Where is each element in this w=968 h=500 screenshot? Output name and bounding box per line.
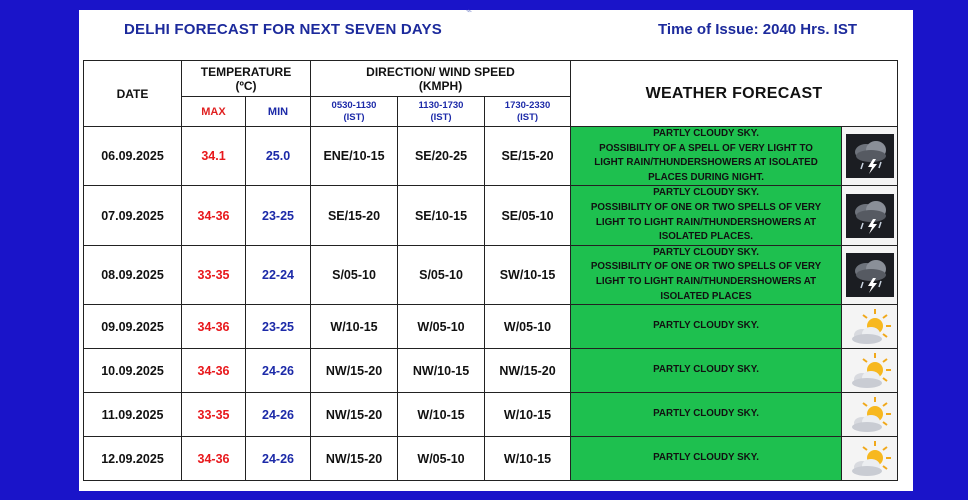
max-temp-cell: 34-36 <box>182 186 246 245</box>
forecast-cell <box>571 393 842 437</box>
forecast-table <box>83 60 898 481</box>
forecast-line: ISOLATED PLACES <box>660 290 752 302</box>
partly-cloudy-icon <box>846 307 894 347</box>
min-temp-cell: 25.0 <box>246 127 311 186</box>
forecast-line: PARTLY CLOUDY SKY. <box>653 187 759 199</box>
min-temp-cell: 24-26 <box>246 349 311 393</box>
header-date: DATE <box>84 61 182 127</box>
header-temperature-label: TEMPERATURE <box>200 64 292 79</box>
wind-slot-2-cell: NW/10-15 <box>398 349 485 393</box>
wind-slot-1-cell: NW/15-20 <box>311 437 398 481</box>
forecast-line: PARTLY CLOUDY SKY. <box>653 364 759 376</box>
weather-icon-cell <box>842 245 898 304</box>
weather-icon-cell <box>842 393 898 437</box>
header-temperature <box>182 61 311 97</box>
date-cell: 11.09.2025 <box>84 393 182 437</box>
thunderstorm-icon <box>846 253 894 297</box>
wind-slot-1-cell: NW/15-20 <box>311 349 398 393</box>
max-temp-cell: 34.1 <box>182 127 246 186</box>
max-temp-cell: 34-36 <box>182 349 246 393</box>
partly-cloudy-icon <box>846 439 894 479</box>
wind-slot-1-cell: W/10-15 <box>311 305 398 349</box>
wind-slot-3-cell: W/05-10 <box>485 305 571 349</box>
max-temp-cell: 33-35 <box>182 393 246 437</box>
forecast-line: PARTLY CLOUDY SKY. <box>653 320 759 332</box>
wind-slot-1-cell: SE/15-20 <box>311 186 398 245</box>
wind-slot-3-cell: SW/10-15 <box>485 245 571 304</box>
header-wind-label: DIRECTION/ WIND SPEED <box>366 64 515 79</box>
thunderstorm-icon <box>846 194 894 238</box>
header-min: MIN <box>246 97 311 127</box>
wind-slot-1-cell: NW/15-20 <box>311 393 398 437</box>
weather-icon-cell <box>842 127 898 186</box>
wind-slot-1-cell: ENE/10-15 <box>311 127 398 186</box>
watermark-icon: ⌁ <box>466 6 473 17</box>
forecast-cell <box>571 349 842 393</box>
forecast-line: PARTLY CLOUDY SKY. <box>653 128 759 139</box>
weather-icon-cell <box>842 186 898 245</box>
date-cell: 08.09.2025 <box>84 245 182 304</box>
wind-slot-1-cell: S/05-10 <box>311 245 398 304</box>
weather-icon-cell <box>842 349 898 393</box>
wind-slot-3-cell: W/10-15 <box>485 437 571 481</box>
forecast-cell <box>571 305 842 349</box>
max-temp-cell: 33-35 <box>182 245 246 304</box>
weather-icon-cell <box>842 437 898 481</box>
wind-slot-2-cell: SE/10-15 <box>398 186 485 245</box>
forecast-line: LIGHT RAIN/THUNDERSHOWERS AT ISOLATED <box>594 157 818 169</box>
forecast-line: LIGHT TO LIGHT RAIN/THUNDERSHOWERS AT <box>595 275 817 287</box>
table-row <box>84 305 898 349</box>
header-slot-3 <box>485 97 571 127</box>
forecast-line: POSSIBILITY OF ONE OR TWO SPELLS OF VERY <box>590 261 822 273</box>
min-temp-cell: 23-25 <box>246 305 311 349</box>
table-row <box>84 186 898 245</box>
header-wind-unit: (KMPH) <box>418 78 463 93</box>
forecast-line: LIGHT TO LIGHT RAIN/THUNDERSHOWERS AT <box>595 216 817 228</box>
wind-slot-3-cell: SE/15-20 <box>485 127 571 186</box>
header-temperature-unit: (ºC) <box>235 78 257 93</box>
min-temp-cell: 22-24 <box>246 245 311 304</box>
forecast-line: PARTLY CLOUDY SKY. <box>653 246 759 258</box>
max-temp-cell: 34-36 <box>182 305 246 349</box>
forecast-line: POSSIBILITY OF A SPELL OF VERY LIGHT TO <box>599 142 813 154</box>
wind-slot-2-cell: W/05-10 <box>398 305 485 349</box>
slot-2-ist: (IST) <box>430 111 452 123</box>
min-temp-cell: 23-25 <box>246 186 311 245</box>
date-cell: 06.09.2025 <box>84 127 182 186</box>
thunderstorm-icon <box>846 134 894 178</box>
table-row <box>84 349 898 393</box>
date-cell: 09.09.2025 <box>84 305 182 349</box>
slot-1-ist: (IST) <box>343 111 365 123</box>
slot-3-time: 1730-2330 <box>504 99 551 111</box>
forecast-line: PARTLY CLOUDY SKY. <box>653 408 759 420</box>
date-cell: 10.09.2025 <box>84 349 182 393</box>
forecast-cell <box>571 437 842 481</box>
page-title: DELHI FORECAST FOR NEXT SEVEN DAYS <box>124 21 442 38</box>
wind-slot-3-cell: NW/15-20 <box>485 349 571 393</box>
header-forecast: WEATHER FORECAST <box>571 61 898 127</box>
forecast-line: ISOLATED PLACES. <box>659 231 754 243</box>
table-row <box>84 127 898 186</box>
forecast-cell <box>571 127 842 186</box>
max-temp-cell: 34-36 <box>182 437 246 481</box>
table-row <box>84 437 898 481</box>
slot-1-time: 0530-1130 <box>331 99 377 111</box>
forecast-cell <box>571 245 842 304</box>
forecast-line: PARTLY CLOUDY SKY. <box>653 452 759 464</box>
partly-cloudy-icon <box>846 351 894 391</box>
slot-2-time: 1130-1730 <box>418 99 464 111</box>
date-cell: 07.09.2025 <box>84 186 182 245</box>
wind-slot-2-cell: SE/20-25 <box>398 127 485 186</box>
wind-slot-3-cell: W/10-15 <box>485 393 571 437</box>
table-row <box>84 393 898 437</box>
wind-slot-2-cell: W/10-15 <box>398 393 485 437</box>
forecast-line: PLACES DURING NIGHT. <box>648 171 764 183</box>
min-temp-cell: 24-26 <box>246 393 311 437</box>
forecast-sheet <box>79 6 913 491</box>
wind-slot-3-cell: SE/05-10 <box>485 186 571 245</box>
header-max: MAX <box>182 97 246 127</box>
wind-slot-2-cell: W/05-10 <box>398 437 485 481</box>
table-row <box>84 245 898 304</box>
header-slot-1 <box>311 97 398 127</box>
partly-cloudy-icon <box>846 395 894 435</box>
min-temp-cell: 24-26 <box>246 437 311 481</box>
forecast-line: POSSIBILITY OF ONE OR TWO SPELLS OF VERY <box>590 201 822 213</box>
wind-slot-2-cell: S/05-10 <box>398 245 485 304</box>
weather-icon-cell <box>842 305 898 349</box>
date-cell: 12.09.2025 <box>84 437 182 481</box>
issue-time: Time of Issue: 2040 Hrs. IST <box>658 21 857 38</box>
header-wind <box>311 61 571 97</box>
forecast-cell <box>571 186 842 245</box>
header-slot-2 <box>398 97 485 127</box>
slot-3-ist: (IST) <box>516 111 539 123</box>
